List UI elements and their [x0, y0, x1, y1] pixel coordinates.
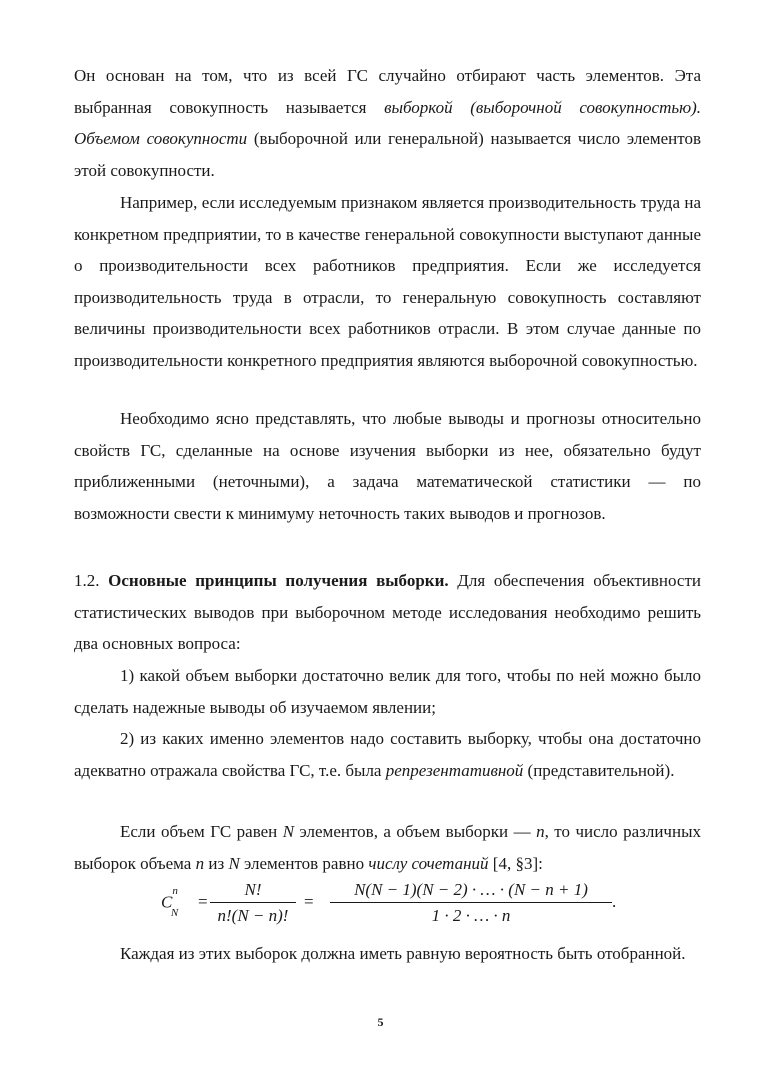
- paragraph-text: (представительной).: [523, 760, 675, 780]
- fraction-numerator: N!: [210, 880, 296, 903]
- formula-superscript: n: [172, 885, 178, 897]
- formula-lhs: [161, 885, 185, 920]
- combinations-formula: [0, 876, 761, 934]
- fraction-product: [330, 880, 612, 926]
- italic-term: выборкой (выборочной совокупностью). Объемом совокупности: [74, 97, 701, 148]
- math-variable: n: [195, 853, 205, 873]
- fraction-denominator: n!(N − n)!: [217, 906, 289, 925]
- formula-subscript: N: [170, 907, 179, 920]
- page-number: 5: [377, 1015, 384, 1029]
- paragraph-text: (выборочной или генеральной) называется число элементов этой совокупности.: [74, 129, 701, 180]
- fraction-denominator: 1 · 2 · … · n: [431, 906, 511, 925]
- formula-period: .: [612, 892, 617, 911]
- math-variable: n: [536, 822, 545, 841]
- paragraph-text: элементов, а объем выборки —: [294, 822, 537, 841]
- paragraph-text: Он основан на том, что из всей ГС случайно отбирают часть элементов. Эта выбранная совокупность называется: [74, 66, 701, 117]
- fraction-numerator: N(N − 1)(N − 2) · … · (N − n + 1): [330, 880, 612, 903]
- section-text: Для обеспечения объективности статистических выводов при выборочном методе исследования необходимо решить два основных вопроса:: [74, 571, 701, 653]
- paragraph-text: элементов равно: [239, 853, 369, 873]
- italic-term: репрезентативной: [385, 760, 524, 780]
- fraction-factorial: [210, 880, 296, 926]
- section-number: 1.2.: [74, 571, 100, 590]
- list-item-2: [74, 723, 701, 786]
- section-title: Основные принципы получения выборки.: [108, 571, 449, 590]
- list-item-1: 1) какой объем выборки достаточно велик для того, чтобы по ней можно было сделать надежные выводы об изучаемом явлении;: [74, 666, 701, 717]
- paragraph-example: Например, если исследуемым признаком является производительность труда на конкретном предприятии, то в качестве генеральной совокупности выступают данные о производительности всех работников предприятия. Если же исследуется производительность труда в отрасли, то генеральную совокупность составляют величины производительности всех работников отрасли. В этом случае данные по производительности конкретного предприятия являются выборочной совокупностью.: [74, 193, 701, 370]
- paragraph-approximation: Необходимо ясно представлять, что любые выводы и прогнозы относительно свойств ГС, сделанные на основе изучения выборки из нее, обязательно будут приближенными (неточными), а задача математической статистики — по возможности свести к минимуму неточность таких выводов и прогнозов.: [74, 409, 701, 523]
- equals-sign: =: [304, 892, 314, 911]
- paragraph-text: Если объем ГС равен: [120, 822, 283, 841]
- section-1-2: [74, 565, 701, 660]
- equals-sign: =: [198, 892, 208, 911]
- paragraph-text: , то число различных выборок объема: [74, 822, 701, 873]
- paragraph-text: 2) из каких именно элементов надо составить выборку, чтобы она достаточно адекватно отражала свойства ГС, т.е. была: [74, 729, 701, 780]
- paragraph-text: [4, §3]:: [488, 853, 543, 873]
- paragraph-equal-probability: Каждая из этих выборок должна иметь равную вероятность быть отобранной.: [120, 944, 686, 963]
- formula-symbol: C: [161, 892, 173, 912]
- paragraph-combinations: [74, 816, 701, 879]
- italic-term: числу сочетаний: [368, 853, 489, 873]
- math-variable: N: [228, 853, 240, 873]
- paragraph-text: из: [204, 853, 229, 873]
- math-variable: N: [282, 822, 295, 841]
- paragraph-sampling-definition: [74, 60, 701, 186]
